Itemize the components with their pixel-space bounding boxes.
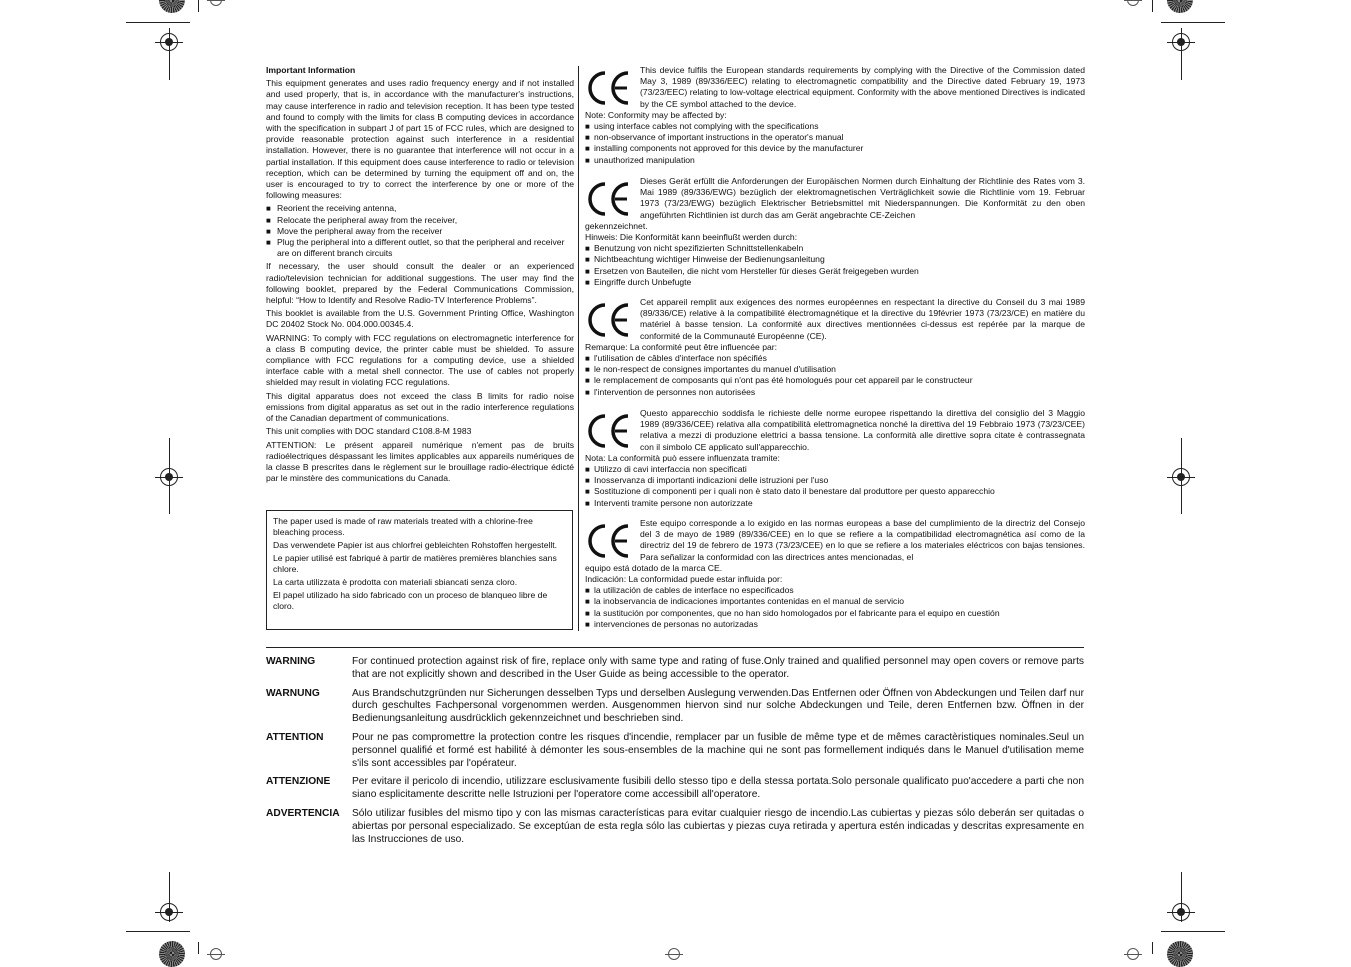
ce-description-tail: gekennzeichnet. [585,220,648,231]
list-item: ■ Plug the peripheral into a different outlet, so that the peripheral and receiver are on different branch circuits [266,237,574,259]
warning-text: Sólo utilizar fusibles del mismo tipo y con las mismas características para evitar cualquier riesgo de incendio.Las cubiertas y piezas sólo deberán ser quitadas o abiertas por personal especializado. Se exceptúan de esta regla sólo las cubiertas y piezas cuya retirada y apertura estén indicadas y descritas expresamente en las Instrucciones de uso. [352,807,1084,845]
registration-mark-icon [160,903,178,921]
ce-note: Note: Conformity may be affected by: [585,109,727,120]
ce-block-es [585,518,1085,630]
list-item: ■ using interface cables not complying with the specifications [585,121,1085,132]
list-item: ■ le remplacement de composants qui n'ont pas été homologués pour cet appareil par le constructeur [585,375,1085,386]
paper-notice-fr: Le papier utilisé est fabriqué à partir de matières premières blanchies sans chlore. [273,553,557,574]
ce-note: Nota: La conformità può essere influenzata tramite: [585,452,780,463]
registration-mark-icon [1172,903,1190,921]
list-item: ■ Relocate the peripheral away from the receiver, [266,215,574,226]
crop-line [169,28,170,56]
intro-paragraph: This equipment generates and uses radio frequency energy and if not installed and used properly, that is, in accordance with the manufacturer's instructions, may cause interference in radio and television reception. It has been type tested and found to comply with the limits for class B computing devices in accordance with the specification in subpart J of part 15 of FCC rules, which are designed to provide reasonable protection against such interference in a residential installation. However, there is no guarantee that interference will not occur in a partial installation. If this equipment does cause interference to radio or television reception, which can be determined by turning the equipment off and on, the user is encouraged to try to correct the interference by one or more of the following measures: [266,78,574,201]
list-item: ■ Benutzung von nicht spezifizierten Schnittstellenkabeln [585,243,1085,254]
crop-line [1161,931,1225,932]
ce-block-en [585,65,1085,166]
paper-notice-de: Das verwendete Papier ist aus chlorfrei gebleichten Rohstoffen hergestellt. [273,540,558,550]
crop-line [126,22,190,23]
ce-block-it [585,408,1085,509]
warning-label: ATTENTION [266,731,324,743]
warning-text: For continued protection against risk of fire, replace only with same type and rating of fuse.Only trained and qualified personnel may open covers or remove parts that are not explicitly shown and described in the User Guide as being accessible to the operator. [352,656,1084,680]
ce-mark-icon [585,522,633,560]
measures-list [266,203,574,259]
ce-mark-icon [585,412,633,450]
warning-label: WARNUNG [266,687,320,699]
list-item: ■ Sostituzione di componenti per i quali non è stato dato il benestare dal produttore per questo apparecchio [585,486,1085,497]
fuse-warnings-section [266,656,1084,852]
ce-description: Cet appareil remplit aux exigences des normes européennes en respectant la directive du Conseil du 3 mai 1989 (89/336/CE) relative à la compatibilité électromagnétique et la directive du 19février 1973 (73/23/CE) en matière du matériel à basse tension. La conformité aux directives mentionnées ci-dessus est repérée par la marque de conformité de la Communauté Européenne (CE). [640,297,1085,341]
section-divider [266,647,1084,648]
crop-line [1152,0,1153,12]
registration-mark-icon [210,948,222,960]
paper-notice-it: La carta utilizzata è prodotta con materiali sbiancati senza cloro. [273,577,518,587]
ce-conditions-list [585,464,1085,509]
registration-mark-icon [160,468,178,486]
important-information-section [266,65,574,486]
registration-mark-icon [210,0,222,6]
ce-conditions-list [585,243,1085,288]
color-bar-icon [1167,0,1193,13]
registration-mark-icon [1127,0,1139,6]
warning-text: Aus Brandschutzgründen nur Sicherungen desselben Typs und derselben Auslegung verwenden.Das Entfernen oder Öffnen von Abdeckungen und Teilen darf nur durch geschultes Fachpersonal vorgenommen werden. Ausgenommen hiervon sind nur solche Abdeckungen und Teile, deren Entfernen bzw. Öffnen in der Bedienungsanleitung ausdrücklich gekennzeichnet und beschrieben sind. [352,687,1084,725]
ce-note: Remarque: La conformité peut être influencée par: [585,341,778,352]
list-item: ■ Utilizzo di cavi interfaccia non specificati [585,464,1085,475]
ce-block-de [585,176,1085,288]
list-item: ■ non-observance of important instructions in the operator's manual [585,132,1085,143]
list-item: ■ installing components not approved for this device by the manufacturer [585,143,1085,154]
fcc-warning-paragraph: WARNING: To comply with FCC regulations on electromagnetic interference for a class B computing device, the printer cable must be shielded. To assure compliance with FCC regulations for a computing device, use a shielded interface cable with a metal shell connector. The use of cables not properly shielded may result in violating FCC regulations. [266,332,574,388]
crop-line [198,942,199,954]
warning-text: Pour ne pas compromettre la protection contre les risques d'incendie, remplacer par un fusible de même type et de mêmes caractèristiques nominales.Seul un personnel qualifié et formé est habilité à démonter les sous-ensembles de la machine qui ne sont pas formellement indiqués dans le Manuel d'utilisation meme s'ils sont accessibles par l'opérateur. [352,731,1084,769]
warning-label: ADVERTENCIA [266,807,340,819]
list-item: ■ Ersetzen von Bauteilen, die nicht vom Hersteller für dieses Gerät freigegeben wurden [585,266,1085,277]
ce-mark-icon [585,69,633,107]
booklet-paragraph: This booklet is available from the U.S. Government Printing Office, Washington DC 20402 Stock No. 004.000.00345.4. [266,308,574,330]
crop-line [169,56,170,80]
ce-mark-icon [585,180,633,218]
registration-mark-icon [1172,468,1190,486]
warning-label: ATTENZIONE [266,776,331,788]
list-item: ■ unauthorized manipulation [585,155,1085,166]
list-item: ■ intervenciones de personas no autorizadas [585,619,1085,630]
list-item: ■ la sustitución por componentes, que no han sido homologados por el fabricante para el equipo en cuestión [585,608,1085,619]
ce-note: Hinweis: Die Konformität kann beeinflußt werden durch: [585,232,798,243]
warning-text: Per evitare il pericolo di incendio, utilizzare esclusivamente fusibili dello stesso tipo e della stessa portata.Solo personale qualificato puo'accedere a parti che non siano esplicitamente descritte nelle Istruzioni per l'operatore come accessibill all'operatore. [352,776,1084,801]
list-item: ■ Reorient the receiving antenna, [266,203,574,214]
color-bar-icon [159,941,185,967]
crop-line [1181,56,1182,80]
registration-mark-icon [1127,948,1139,960]
ce-conditions-list [585,585,1085,630]
ce-description-tail: equipo está dotado de la marca CE. [585,562,723,573]
doc-standard-paragraph: This unit complies with DOC standard C108.8-M 1983 [266,426,472,437]
list-item: ■ la inobservancia de indicaciones importantes contenidas en el manual de servicio [585,596,1085,607]
warning-row-it [266,776,1084,802]
crop-line [1161,22,1225,23]
registration-mark-icon [668,948,680,960]
list-item: ■ Inosservanza di importanti indicazioni delle istruzioni per l'uso [585,475,1085,486]
color-bar-icon [159,0,185,13]
list-item: ■ l'intervention de personnes non autorisées [585,387,1085,398]
ce-description: Dieses Gerät erfüllt die Anforderungen der Europäischen Normen durch Einhaltung der Richtlinie des Rates vom 3. Mai 1989 (89/336/EWG) bezüglich der elektromagnetischen Verträglichkeit sowie die Richtlinie vom 19. Februar 1973 (73/23/EWG) bezüglich Elektrischer Betriebsmittel mit Niederspannungen. Die Konformität zu den oben angeführten Richtlinien ist durch das am Gerät angebrachte CE-Zeichen [640,176,1085,220]
ce-conditions-list [585,121,1085,166]
list-item: ■ Move the peripheral away from the receiver [266,226,574,237]
ce-mark-icon [585,301,633,339]
list-item: ■ l'utilisation de câbles d'interface non spécifiés [585,353,1085,364]
list-item: ■ Interventi tramite persone non autorizzate [585,498,1085,509]
list-item: ■ la utilización de cables de interface no especificados [585,585,1085,596]
crop-line [1181,28,1182,56]
ce-note: Indicación: La conformidad puede estar influida por: [585,574,783,585]
warning-row-es [266,808,1084,846]
consult-paragraph: If necessary, the user should consult the dealer or an experienced radio/television technician for additional suggestions. The user may find the following booklet, prepared by the Federal Communications Commission, helpful: “How to Identify and Resolve Radio-TV Interference Problems”. [266,261,574,306]
ce-description: Este equipo corresponde a lo exigido en las normas europeas a base del cumplimiento de la directriz del Consejo del 3 de mayo de 1989 (89/336/CEE) en lo que se refiere a la compatibilidad electromagnética así como de la directriz del 19 de febrero de 1973 (73/23/CEE) en lo que se refiere a los materiales eléctricos con bajas tensiones. Para señalizar la conformidad con las directrices antes mencionadas, el [640,518,1085,562]
ce-description: This device fulfils the European standards requirements by complying with the Directive of the Commission dated May 3, 1989 (89/336/EEC) relating to electromagnetic compatibility and the Directive dated February 19, 1973 (73/23/EEC) relating to low-voltage electrical equipment. Conformity with the above mentioned Directives is indicated by the CE symbol attached to the device. [640,65,1085,109]
crop-line [126,931,190,932]
ce-description: Questo apparecchio soddisfa le richieste delle norme europee rispettando la direttiva del consiglio del 3 Maggio 1989 (89/336/CEE) relativa alla compatibilità elettromagnetica nonché la direttiva del 19 Febbraio 1973 (73/23/CEE) relativa a mezzi di produzione elettrici a bassa tensione. La conformità alle direttive sopra citate è contrassegnata con il simbolo CE applicato sull'apparecchio. [640,408,1085,452]
digital-apparatus-paragraph: This digital apparatus does not exceed the class B limits for radio noise emissions from digital apparatus as set out in the radio interference regulations of the Canadian department of communications. [266,390,574,424]
color-bar-icon [1167,941,1193,967]
section-heading: Important Information [266,65,356,75]
crop-line [1152,942,1153,954]
crop-line [198,0,199,12]
attention-french-paragraph: ATTENTION: Le présent appareil numérique n'ement pas de bruits radioélectriques déspassant les limites applicables aux appareils numériques de la classe B prescrites dans le règlement sur le brouillage radio-électrique édicté par le minstère des communications du Canada. [266,439,574,484]
ce-conditions-list [585,353,1085,398]
ce-block-fr [585,297,1085,398]
list-item: ■ le non-respect de consignes importantes du manuel d'utilisation [585,364,1085,375]
list-item: ■ Eingriffe durch Unbefugte [585,277,1085,288]
paper-notice-en: The paper used is made of raw materials treated with a chlorine-free bleaching process. [273,516,533,537]
warning-label: WARNING [266,656,316,667]
paper-notice-es: El papel utilizado ha sido fabricado con un proceso de blanqueo libre de cloro. [273,590,548,611]
list-item: ■ Nichtbeachtung wichtiger Hinweise der Bedienungsanleitung [585,254,1085,265]
warning-row-en [266,656,1084,682]
column-divider [578,66,579,631]
warning-row-fr [266,732,1084,770]
warning-row-de [266,688,1084,726]
paper-notice-box [266,510,573,630]
